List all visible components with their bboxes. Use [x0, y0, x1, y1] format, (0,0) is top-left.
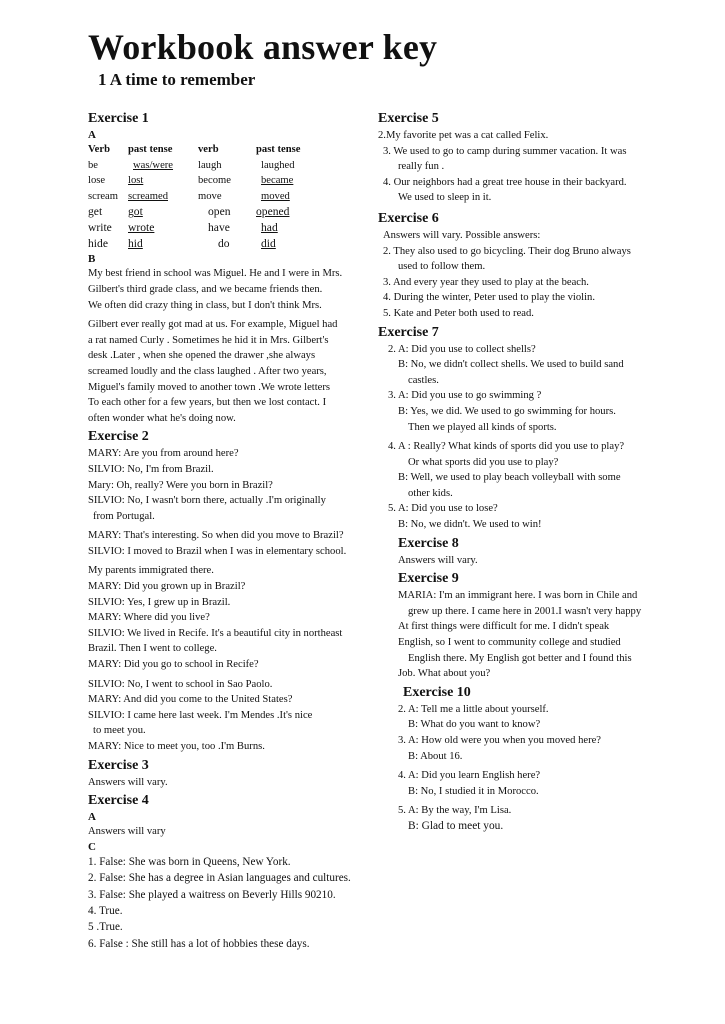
- dialogue-line: MARY: Where did you live?: [88, 612, 210, 624]
- text-line: a rat named Curly . Sometimes he hid it in Mrs. Gilbert's: [88, 334, 329, 346]
- text-line: Answers will vary: [88, 826, 166, 838]
- table-header-cell: verb: [198, 144, 219, 155]
- list-item: 5 .True.: [88, 921, 123, 934]
- table-row: [88, 220, 346, 236]
- dialogue-line: 3. A: Did you use to go swimming ?: [388, 390, 542, 402]
- text-line: 4. During the winter, Peter used to play the violin.: [383, 292, 595, 304]
- table-cell: [256, 236, 346, 252]
- list-item: 6. False : She still has a lot of hobbies these days.: [88, 937, 310, 950]
- verb-table-header: [88, 142, 346, 158]
- table-cell: laugh: [198, 159, 222, 171]
- dialogue-line: SILVIO: No, I went to school in Sao Paolo.: [88, 678, 273, 690]
- exercise-4-heading: Exercise 4: [88, 793, 149, 809]
- dialogue-line: B: No, I studied it in Morocco.: [408, 785, 539, 797]
- text-line: We often did crazy thing in class, but I don't think Mrs.: [88, 299, 322, 311]
- table-text: do: [218, 237, 230, 251]
- table-header-cell: Verb: [88, 144, 110, 155]
- answer-underlined: lost: [128, 175, 144, 187]
- list-item: 3. False: She played a waitress on Beverly Hills 90210.: [88, 888, 336, 901]
- table-cell: [128, 189, 198, 205]
- exercise-3-heading: Exercise 3: [88, 757, 149, 773]
- dialogue-line: 4. A : Really? What kinds of sports did you use to play?: [388, 441, 625, 453]
- answer-underlined: screamed: [128, 190, 168, 202]
- exercise-6-heading: Exercise 6: [378, 210, 439, 226]
- dialogue-line: castles.: [408, 374, 439, 386]
- answer-underlined: moved: [261, 190, 290, 202]
- text-line: 4. Our neighbors had a great tree house in their backyard.: [383, 176, 627, 188]
- text-line: Gilbert ever really got mad at us. For example, Miguel had: [88, 319, 338, 331]
- text-line: really fun .: [398, 161, 445, 173]
- text-line: Job. What about you?: [398, 668, 491, 680]
- text-line: We used to sleep in it.: [398, 192, 492, 204]
- exercise-8-heading: Exercise 8: [398, 535, 459, 551]
- dialogue-line: MARY: That's interesting. So when did you move to Brazil?: [88, 530, 344, 542]
- text-line: MARIA: I'm an immigrant here. I was born in Chile and: [398, 590, 638, 602]
- table-cell: lose: [88, 175, 106, 187]
- table-row: [88, 189, 346, 205]
- dialogue-line: B: About 16.: [408, 750, 463, 762]
- text-line: To each other for a few years, but then we lost contact. I: [88, 397, 327, 409]
- table-cell: [128, 236, 198, 252]
- table-cell: [256, 189, 346, 205]
- table-cell: [128, 158, 198, 174]
- answer-underlined: did: [261, 237, 276, 251]
- dialogue-line: to meet you.: [93, 725, 146, 737]
- list-item: 4. True.: [88, 905, 123, 917]
- table-cell: [256, 204, 346, 220]
- text-line: English, so I went to community college and studied: [398, 637, 621, 649]
- table-row: [88, 236, 346, 252]
- exercise-1-part-a-label: A: [88, 129, 96, 141]
- table-text: have: [208, 221, 230, 235]
- exercise-4-part-c-label: C: [88, 840, 96, 853]
- table-cell: [256, 173, 346, 189]
- answer-underlined: opened: [256, 205, 290, 219]
- exercise-5-heading: Exercise 5: [378, 111, 439, 126]
- dialogue-line: B: No, we didn't. We used to win!: [398, 519, 542, 531]
- dialogue-line: Or what sports did you use to play?: [408, 456, 559, 468]
- table-cell: [128, 204, 198, 220]
- text-line: often wonder what he's doing now.: [88, 412, 236, 424]
- answer-underlined: became: [261, 175, 294, 187]
- table-cell: get: [88, 205, 103, 219]
- left-column: [88, 108, 368, 952]
- table-cell: move: [198, 190, 222, 202]
- text-line: 2. They also used to go bicycling. Their dog Bruno always: [383, 245, 631, 257]
- answer-underlined: had: [261, 221, 278, 235]
- exercise-2-heading: Exercise 2: [88, 429, 149, 445]
- answer-underlined: got: [128, 205, 143, 219]
- table-row: [88, 158, 346, 174]
- exercise-1-part-b-label: B: [88, 253, 96, 266]
- dialogue-line: MARY: Did you grown up in Brazil?: [88, 581, 246, 593]
- dialogue-line: MARY: And did you come to the United States?: [88, 694, 293, 706]
- right-column: [378, 108, 678, 835]
- answer-underlined: wrote: [128, 221, 155, 235]
- exercise-4-part-a-label: A: [88, 811, 96, 824]
- table-cell: scream: [88, 190, 118, 202]
- page-title: Workbook answer key: [88, 27, 438, 67]
- answer-text: laughed: [261, 159, 295, 171]
- text-line: Miguel's family moved to another town .We wrote letters: [88, 381, 331, 393]
- table-cell: [198, 220, 256, 236]
- dialogue-line: 4. A: Did you learn English here?: [398, 770, 541, 782]
- dialogue-line: 3. A: How old were you when you moved here?: [398, 735, 601, 746]
- dialogue-line: SILVIO: I came here last week. I'm Mendes .It's nice: [88, 709, 313, 721]
- table-header-cell: past tense: [128, 144, 173, 155]
- dialogue-line: 2. A: Did you use to collect shells?: [388, 343, 536, 355]
- dialogue-line: MARY: Did you go to school in Recife?: [88, 659, 259, 671]
- text-line: screamed loudly and the class laughed . After two years,: [88, 365, 327, 377]
- table-cell: [128, 220, 198, 236]
- dialogue-line: B: Yes, we did. We used to go swimming for hours.: [398, 405, 616, 417]
- dialogue-line: SILVIO: I moved to Brazil when I was in elementary school.: [88, 545, 347, 557]
- table-cell: [198, 204, 256, 220]
- dialogue-line: SILVIO: We lived in Recife. It's a beautiful city in northeast: [88, 627, 343, 639]
- list-item: 2. False: She has a degree in Asian languages and cultures.: [88, 872, 351, 885]
- exercise-1-heading: Exercise 1: [88, 111, 149, 126]
- dialogue-line: 5. A: By the way, I'm Lisa.: [398, 805, 512, 817]
- text-line: Answers will vary.: [88, 776, 168, 788]
- table-row: [88, 204, 346, 220]
- text-line: Gilbert's third grade class, and we became friends then.: [88, 283, 323, 295]
- unit-subtitle: 1 A time to remember: [98, 70, 256, 89]
- text-line: Answers will vary.: [398, 554, 478, 566]
- text-line: At first things were difficult for me. I didn't speak: [398, 621, 610, 633]
- exercise-9-heading: Exercise 9: [398, 571, 459, 587]
- text-line: 3. We used to go to camp during summer vacation. It was: [383, 145, 627, 157]
- dialogue-line: Brazil. Then I went to college.: [88, 643, 217, 655]
- text-line: 3. And every year they used to play at the beach.: [383, 276, 589, 288]
- dialogue-line: Mary: Oh, really? Were you born in Brazil?: [88, 479, 273, 491]
- table-cell: write: [88, 221, 112, 235]
- text-line: My best friend in school was Miguel. He and I were in Mrs.: [88, 268, 343, 280]
- dialogue-line: B: No, we didn't collect shells. We used to build sand: [398, 359, 624, 371]
- text-line: 5. Kate and Peter both used to read.: [383, 307, 534, 319]
- dialogue-line: from Portugal.: [93, 510, 155, 522]
- table-cell: [198, 236, 256, 252]
- verb-table: [88, 142, 346, 252]
- exercise-7-heading: Exercise 7: [378, 324, 439, 340]
- answer-underlined: hid: [128, 237, 143, 251]
- dialogue-line: MARY: Nice to meet you, too .I'm Burns.: [88, 741, 265, 752]
- table-cell: [128, 173, 198, 189]
- dialogue-line: Then we played all kinds of sports.: [408, 421, 557, 433]
- text-line: desk .Later , when she opened the drawer ,she always: [88, 350, 316, 362]
- dialogue-line: SILVIO: No, I wasn't born there, actually .I'm originally: [88, 495, 326, 507]
- dialogue-line: B: Glad to meet you.: [408, 819, 504, 832]
- dialogue-line: 5. A: Did you use to lose?: [388, 503, 498, 515]
- dialogue-line: B: Well, we used to play beach volleyball with some: [398, 472, 621, 484]
- dialogue-line: My parents immigrated there.: [88, 565, 214, 577]
- table-header-cell: past tense: [256, 144, 301, 155]
- table-cell: hide: [88, 237, 108, 251]
- text-line: English there. My English got better and I found this: [408, 652, 632, 664]
- table-cell: [256, 220, 346, 236]
- dialogue-line: other kids.: [408, 487, 453, 499]
- dialogue-line: SILVIO: Yes, I grew up in Brazil.: [88, 596, 231, 608]
- dialogue-line: 2. A: Tell me a little about yourself.: [398, 703, 549, 715]
- text-line: grew up there. I came here in 2001.I wasn't very happy: [408, 605, 642, 617]
- dialogue-line: MARY: Are you from around here?: [88, 448, 239, 460]
- table-row: [88, 173, 346, 189]
- text-line: Answers will vary. Possible answers:: [383, 229, 541, 241]
- answer-underlined: was/were: [133, 159, 174, 171]
- exercise-10-heading: Exercise 10: [403, 684, 471, 700]
- table-cell: become: [198, 175, 231, 187]
- dialogue-line: SILVIO: No, I'm from Brazil.: [88, 463, 214, 475]
- table-cell: be: [88, 159, 98, 171]
- table-cell: [256, 158, 346, 174]
- list-item: 1. False: She was born in Queens, New York.: [88, 855, 291, 868]
- dialogue-line: B: What do you want to know?: [408, 719, 541, 731]
- text-line: used to follow them.: [398, 261, 486, 273]
- text-line: 2.My favorite pet was a cat called Felix.: [378, 130, 549, 141]
- table-text: open: [208, 205, 231, 219]
